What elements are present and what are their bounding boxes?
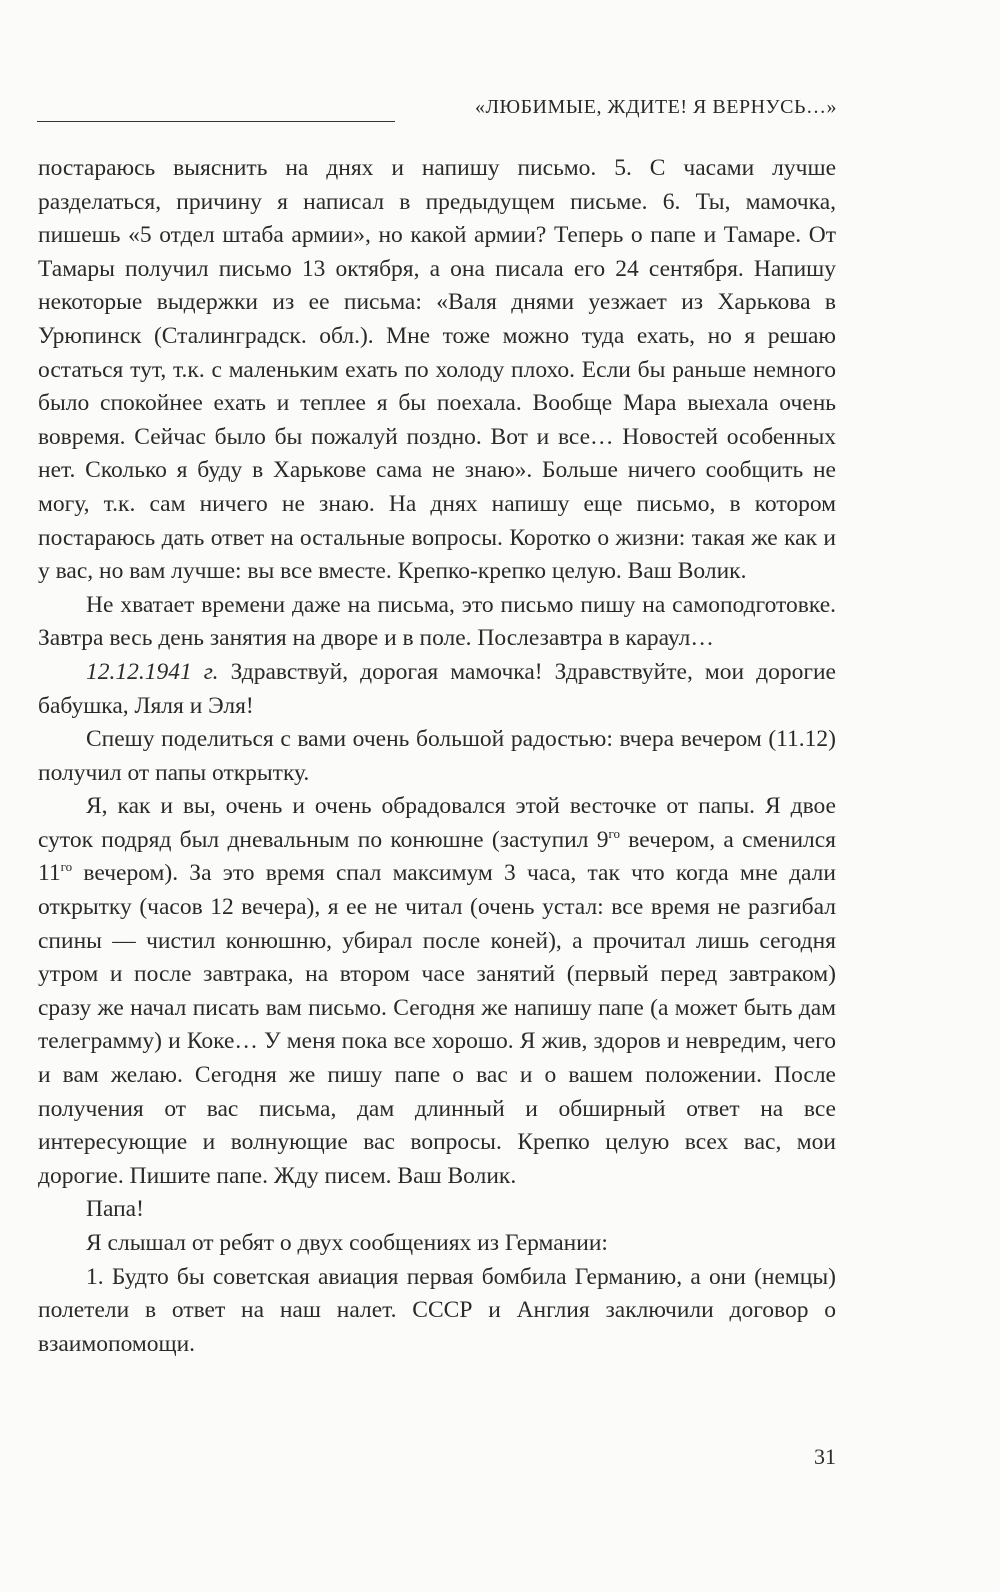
header-rule [37, 121, 395, 122]
paragraph-8: 1. Будто бы советская авиация первая бомбила Германию, а они (немцы) полетели в ответ на наш налет. СССР и Англия заключили договор о взаимопомощи. [38, 1263, 836, 1357]
paragraph-5-part-a: Я, как и вы, очень и очень обрадовался этой весточке от папы. Я двое суток подряд был дневальным по конюшне (заступил 9 [38, 793, 836, 853]
ordinal-suffix-2: го [60, 859, 73, 875]
paragraph-3 [38, 656, 836, 723]
paragraph-7: Я слышал от ребят о двух сообщениях из Германии: [86, 1230, 608, 1256]
paragraph-5-part-c: вечером). За это время спал максимум 3 часа, так что когда мне дали открытку (часов 12 вечера), я ее не читал (очень устал: все время не разгибал спины — чистил конюшню, убирал после коней), а прочитал лишь сегодня утром и после завтрака, на втором часе занятий (первый перед завтраком) сразу же начал писать вам письмо. Сегодня же напишу папе (а может быть дам телеграмму) и Коке… У меня пока все хорошо. Я жив, здоров и невредим, чего и вам желаю. Сегодня же пишу папе о вас и о вашем положении. После получения от вас письма, дам длинный и обширный ответ на все интересующие и волнующие вас вопросы. Крепко целую всех вас, мои дорогие. Пишите папе. Жду писем. Ваш Волик. [38, 860, 836, 1189]
paragraph-5 [38, 790, 836, 1193]
running-header [37, 96, 837, 128]
running-title: «ЛЮБИМЫЕ, ЖДИТЕ! Я ВЕРНУСЬ…» [474, 96, 837, 118]
paragraph-5-part-b: вечером, а сменился 11 [38, 826, 836, 887]
letter-date: 12.12.1941 г. [86, 658, 219, 685]
paragraph-1: постараюсь выяснить на днях и напишу письмо. 5. С часами лучше разделаться, причину я написал в предыдущем письме. 6. Ты, мамочка, пишешь «5 отдел штаба армии», но какой армии? Теперь о папе и Тамаре. От Тамары получил письмо 13 октября, а она писала его 24 сентября. Напишу некоторые выдержки из ее письма: «Валя днями уезжает из Харькова в Урюпинск (Сталинградск. обл.). Мне тоже можно туда ехать, но я решаю остаться тут, т.к. с маленьким ехать по холоду плохо. Если бы раньше немного было спокойнее ехать и теплее я бы поехала. Вообще Мара выехала очень вовремя. Сейчас было бы пожалуй поздно. Вот и все… Новостей особенных нет. Сколько я буду в Харькове сама не знаю». Больше ничего сообщить не могу, т.к. сам ничего не знаю. На днях напишу еще письмо, в котором постараюсь дать ответ на остальные вопросы. Коротко о жизни: такая же как и у вас, но вам лучше: вы все вместе. Крепко-крепко целую. Ваш Волик. [38, 155, 836, 585]
paragraph-4: Спешу поделиться с вами очень большой радостью: вчера вечером (11.12) получил от папы открытку. [38, 726, 836, 786]
paragraph-3-text: Здравствуй, дорогая мамочка! Здравствуйте, мои дорогие бабушка, Ляля и Эля! [38, 658, 836, 719]
page-body [38, 152, 836, 1361]
paragraph-2: Не хватает времени даже на письма, это письмо пишу на самоподготовке. Завтра весь день занятия на дворе и в поле. Послезавтра в караул… [38, 591, 836, 652]
ordinal-suffix-1: го [608, 825, 620, 841]
page-number: 31 [814, 1444, 836, 1469]
paragraph-6: Папа! [86, 1196, 144, 1223]
